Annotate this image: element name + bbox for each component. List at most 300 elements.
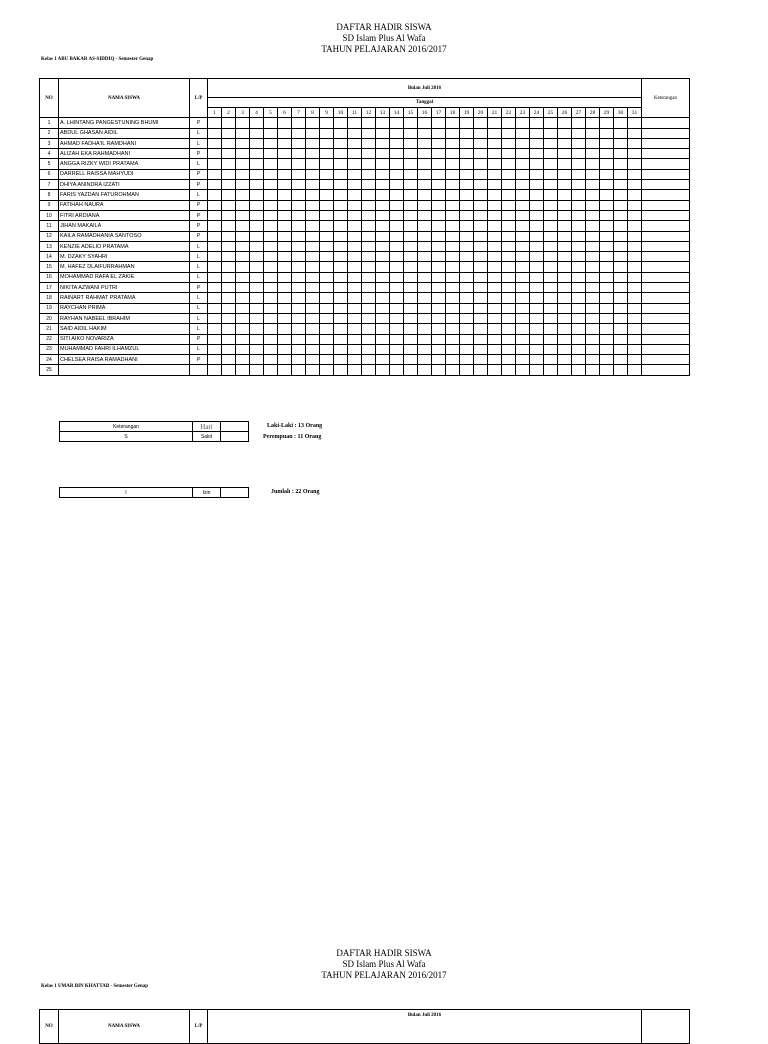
attendance-cell xyxy=(250,149,264,159)
attendance-cell xyxy=(334,241,348,251)
attendance-cell xyxy=(320,365,334,375)
attendance-cell xyxy=(320,118,334,128)
attendance-cell xyxy=(432,169,446,179)
attendance-cell xyxy=(502,252,516,262)
attendance-cell xyxy=(292,118,306,128)
attendance-cell xyxy=(488,334,502,344)
attendance-cell xyxy=(572,138,586,148)
attendance-cell xyxy=(586,303,600,313)
attendance-cell xyxy=(600,262,614,272)
attendance-cell xyxy=(404,303,418,313)
sakit-code: S xyxy=(60,432,193,442)
attendance-cell xyxy=(418,159,432,169)
attendance-cell xyxy=(600,313,614,323)
attendance-cell xyxy=(572,221,586,231)
attendance-cell xyxy=(222,149,236,159)
attendance-cell xyxy=(432,128,446,138)
attendance-cell xyxy=(404,231,418,241)
attendance-cell xyxy=(572,118,586,128)
attendance-cell xyxy=(208,200,222,210)
attendance-cell xyxy=(544,262,558,272)
attendance-cell xyxy=(250,355,264,365)
attendance-table xyxy=(39,78,690,376)
attendance-cell xyxy=(600,221,614,231)
attendance-cell xyxy=(614,118,628,128)
table-row xyxy=(40,159,690,169)
attendance-cell xyxy=(432,200,446,210)
attendance-cell xyxy=(432,210,446,220)
attendance-cell xyxy=(488,138,502,148)
attendance-cell xyxy=(446,283,460,293)
attendance-cell xyxy=(390,262,404,272)
attendance-cell xyxy=(306,128,320,138)
attendance-cell xyxy=(432,283,446,293)
attendance-cell xyxy=(418,128,432,138)
attendance-cell xyxy=(362,272,376,282)
attendance-cell xyxy=(530,128,544,138)
attendance-cell xyxy=(264,303,278,313)
attendance-cell xyxy=(222,190,236,200)
attendance-cell xyxy=(376,303,390,313)
student-gender: L xyxy=(190,313,208,323)
attendance-cell xyxy=(376,344,390,354)
day-header: 8 xyxy=(306,108,320,118)
attendance-cell xyxy=(558,190,572,200)
attendance-cell xyxy=(348,293,362,303)
attendance-cell xyxy=(236,293,250,303)
attendance-cell xyxy=(264,262,278,272)
attendance-cell xyxy=(376,252,390,262)
student-note xyxy=(642,313,690,323)
attendance-cell xyxy=(614,283,628,293)
attendance-cell xyxy=(362,252,376,262)
attendance-cell xyxy=(278,200,292,210)
student-note xyxy=(642,355,690,365)
attendance-cell xyxy=(460,128,474,138)
attendance-cell xyxy=(334,365,348,375)
attendance-cell xyxy=(390,272,404,282)
attendance-cell xyxy=(306,221,320,231)
attendance-cell xyxy=(516,180,530,190)
attendance-cell xyxy=(432,324,446,334)
attendance-cell xyxy=(530,169,544,179)
attendance-cell xyxy=(362,283,376,293)
attendance-cell xyxy=(278,128,292,138)
attendance-cell xyxy=(446,262,460,272)
attendance-cell xyxy=(628,272,642,282)
student-no: 19 xyxy=(40,303,59,313)
attendance-cell xyxy=(614,221,628,231)
attendance-cell xyxy=(544,180,558,190)
school-name-2: SD Islam Plus Al Wafa xyxy=(342,959,426,969)
attendance-cell xyxy=(544,355,558,365)
table-row xyxy=(40,231,690,241)
attendance-cell xyxy=(488,262,502,272)
attendance-cell xyxy=(572,355,586,365)
table-row xyxy=(40,272,690,282)
attendance-cell xyxy=(390,128,404,138)
attendance-cell xyxy=(502,231,516,241)
student-name: CHELSEA RAISA RAMADHANI xyxy=(59,355,190,365)
summary-table-sakit xyxy=(59,421,249,442)
attendance-cell xyxy=(516,262,530,272)
attendance-cell xyxy=(278,169,292,179)
attendance-cell xyxy=(418,118,432,128)
attendance-cell xyxy=(334,272,348,282)
attendance-cell xyxy=(208,210,222,220)
attendance-cell xyxy=(474,200,488,210)
attendance-cell xyxy=(278,241,292,251)
attendance-cell xyxy=(278,293,292,303)
attendance-cell xyxy=(488,303,502,313)
attendance-cell xyxy=(558,180,572,190)
attendance-cell xyxy=(306,334,320,344)
attendance-cell xyxy=(348,303,362,313)
attendance-cell xyxy=(292,128,306,138)
student-note xyxy=(642,365,690,375)
attendance-cell xyxy=(446,180,460,190)
attendance-cell xyxy=(250,231,264,241)
attendance-cell xyxy=(306,303,320,313)
attendance-cell xyxy=(460,149,474,159)
student-gender xyxy=(190,365,208,375)
attendance-cell xyxy=(222,293,236,303)
attendance-cell xyxy=(544,221,558,231)
attendance-cell xyxy=(390,159,404,169)
attendance-cell xyxy=(530,252,544,262)
attendance-cell xyxy=(348,344,362,354)
attendance-cell xyxy=(222,221,236,231)
attendance-cell xyxy=(432,262,446,272)
attendance-cell xyxy=(474,303,488,313)
attendance-cell xyxy=(544,303,558,313)
attendance-cell xyxy=(418,200,432,210)
summary-hari-header: Hari xyxy=(193,422,221,432)
attendance-cell xyxy=(264,283,278,293)
student-no: 21 xyxy=(40,324,59,334)
izin-code: I xyxy=(60,488,193,498)
attendance-cell xyxy=(222,344,236,354)
attendance-cell xyxy=(306,190,320,200)
attendance-cell xyxy=(362,313,376,323)
attendance-cell xyxy=(502,128,516,138)
date-label: Tanggal xyxy=(208,98,642,108)
attendance-cell xyxy=(334,231,348,241)
attendance-cell xyxy=(306,180,320,190)
student-name: M. DZAKY SYAHRI xyxy=(59,252,190,262)
table-row xyxy=(40,303,690,313)
student-note xyxy=(642,262,690,272)
day-header: 4 xyxy=(250,108,264,118)
attendance-cell xyxy=(404,344,418,354)
attendance-cell xyxy=(474,138,488,148)
attendance-cell xyxy=(264,334,278,344)
attendance-cell xyxy=(250,303,264,313)
attendance-cell xyxy=(264,241,278,251)
attendance-cell xyxy=(614,355,628,365)
attendance-cell xyxy=(446,169,460,179)
attendance-cell xyxy=(334,118,348,128)
attendance-cell xyxy=(320,262,334,272)
student-gender: L xyxy=(190,138,208,148)
attendance-cell xyxy=(264,159,278,169)
attendance-cell xyxy=(488,313,502,323)
attendance-cell xyxy=(446,355,460,365)
student-no: 8 xyxy=(40,190,59,200)
academic-year-2: TAHUN PELAJARAN 2016/2017 xyxy=(321,970,447,980)
attendance-cell xyxy=(628,365,642,375)
student-name: MUHAMMAD FAHRI ILHAMZUL xyxy=(59,344,190,354)
attendance-cell xyxy=(404,283,418,293)
attendance-cell xyxy=(558,303,572,313)
attendance-cell xyxy=(432,159,446,169)
day-header: 15 xyxy=(404,108,418,118)
attendance-cell xyxy=(446,293,460,303)
document-header-2 xyxy=(0,948,768,981)
attendance-cell xyxy=(586,324,600,334)
col-ket-header: Keterangan xyxy=(642,79,690,118)
attendance-cell xyxy=(544,241,558,251)
attendance-cell xyxy=(502,180,516,190)
sakit-value xyxy=(221,432,249,442)
attendance-cell xyxy=(320,221,334,231)
attendance-cell xyxy=(264,324,278,334)
document-title: DAFTAR HADIR SISWA xyxy=(336,22,432,32)
attendance-cell xyxy=(236,231,250,241)
attendance-cell xyxy=(236,169,250,179)
attendance-cell xyxy=(250,128,264,138)
attendance-cell xyxy=(628,252,642,262)
attendance-cell xyxy=(222,180,236,190)
attendance-cell xyxy=(516,169,530,179)
attendance-cell xyxy=(600,149,614,159)
attendance-cell xyxy=(530,324,544,334)
attendance-cell xyxy=(236,128,250,138)
attendance-cell xyxy=(404,138,418,148)
attendance-cell xyxy=(404,262,418,272)
attendance-cell xyxy=(558,293,572,303)
attendance-cell xyxy=(586,190,600,200)
attendance-cell xyxy=(502,365,516,375)
attendance-cell xyxy=(362,344,376,354)
attendance-cell xyxy=(614,313,628,323)
attendance-cell xyxy=(292,355,306,365)
attendance-cell xyxy=(404,241,418,251)
attendance-cell xyxy=(558,355,572,365)
student-gender: L xyxy=(190,241,208,251)
attendance-cell xyxy=(362,118,376,128)
student-note xyxy=(642,138,690,148)
attendance-cell xyxy=(474,169,488,179)
attendance-cell xyxy=(362,324,376,334)
attendance-cell xyxy=(376,159,390,169)
attendance-cell xyxy=(292,272,306,282)
attendance-cell xyxy=(502,190,516,200)
day-header: 7 xyxy=(292,108,306,118)
attendance-cell xyxy=(530,221,544,231)
attendance-cell xyxy=(432,241,446,251)
attendance-cell xyxy=(544,252,558,262)
attendance-cell xyxy=(334,334,348,344)
attendance-cell xyxy=(488,283,502,293)
attendance-cell xyxy=(530,241,544,251)
student-no: 10 xyxy=(40,210,59,220)
attendance-cell xyxy=(404,324,418,334)
attendance-cell xyxy=(628,138,642,148)
attendance-cell xyxy=(376,128,390,138)
attendance-cell xyxy=(502,138,516,148)
attendance-cell xyxy=(460,159,474,169)
attendance-cell xyxy=(474,324,488,334)
attendance-cell xyxy=(264,221,278,231)
attendance-cell xyxy=(488,293,502,303)
attendance-cell xyxy=(628,334,642,344)
attendance-cell xyxy=(236,365,250,375)
attendance-cell xyxy=(348,159,362,169)
attendance-cell xyxy=(516,138,530,148)
attendance-cell xyxy=(586,283,600,293)
attendance-cell xyxy=(446,118,460,128)
table-row xyxy=(40,262,690,272)
attendance-cell xyxy=(586,241,600,251)
attendance-cell xyxy=(278,262,292,272)
attendance-cell xyxy=(516,272,530,282)
attendance-cell xyxy=(558,334,572,344)
attendance-cell xyxy=(460,355,474,365)
attendance-cell xyxy=(572,241,586,251)
attendance-cell xyxy=(628,344,642,354)
attendance-cell xyxy=(460,241,474,251)
attendance-cell xyxy=(348,334,362,344)
table-row xyxy=(40,355,690,365)
attendance-cell xyxy=(390,365,404,375)
attendance-cell xyxy=(502,355,516,365)
attendance-cell xyxy=(572,324,586,334)
attendance-cell xyxy=(432,138,446,148)
attendance-cell xyxy=(404,180,418,190)
attendance-cell xyxy=(488,180,502,190)
attendance-cell xyxy=(544,169,558,179)
attendance-cell xyxy=(348,149,362,159)
attendance-cell xyxy=(460,262,474,272)
attendance-cell xyxy=(250,210,264,220)
attendance-cell xyxy=(376,200,390,210)
table-row xyxy=(40,190,690,200)
attendance-cell xyxy=(208,138,222,148)
attendance-cell xyxy=(474,118,488,128)
attendance-cell xyxy=(544,334,558,344)
student-note xyxy=(642,324,690,334)
attendance-cell xyxy=(600,118,614,128)
attendance-cell xyxy=(600,283,614,293)
attendance-cell xyxy=(600,231,614,241)
attendance-cell xyxy=(292,210,306,220)
attendance-cell xyxy=(474,283,488,293)
student-name: SITI AIKO NOVARIZA xyxy=(59,334,190,344)
attendance-cell xyxy=(404,272,418,282)
attendance-cell xyxy=(614,334,628,344)
attendance-cell xyxy=(348,138,362,148)
day-header: 9 xyxy=(320,108,334,118)
attendance-cell xyxy=(278,180,292,190)
attendance-cell xyxy=(530,180,544,190)
attendance-cell xyxy=(208,303,222,313)
attendance-cell xyxy=(376,210,390,220)
attendance-cell xyxy=(222,272,236,282)
attendance-cell xyxy=(418,262,432,272)
attendance-cell xyxy=(460,118,474,128)
attendance-cell xyxy=(334,200,348,210)
attendance-cell xyxy=(278,231,292,241)
attendance-cell xyxy=(320,355,334,365)
day-header: 10 xyxy=(334,108,348,118)
summary-ket-header: Keterangan xyxy=(60,422,193,432)
attendance-cell xyxy=(292,221,306,231)
attendance-cell xyxy=(404,210,418,220)
attendance-cell xyxy=(544,293,558,303)
attendance-cell xyxy=(460,169,474,179)
day-header: 19 xyxy=(460,108,474,118)
attendance-cell xyxy=(446,149,460,159)
attendance-cell xyxy=(306,231,320,241)
attendance-cell xyxy=(418,210,432,220)
attendance-cell xyxy=(348,190,362,200)
attendance-cell xyxy=(236,324,250,334)
attendance-cell xyxy=(502,283,516,293)
attendance-cell xyxy=(362,128,376,138)
attendance-cell xyxy=(362,169,376,179)
day-header: 13 xyxy=(376,108,390,118)
attendance-cell xyxy=(348,210,362,220)
day-header: 18 xyxy=(446,108,460,118)
attendance-cell xyxy=(628,190,642,200)
attendance-cell xyxy=(250,334,264,344)
attendance-cell xyxy=(320,313,334,323)
attendance-cell xyxy=(250,293,264,303)
attendance-cell xyxy=(614,344,628,354)
attendance-cell xyxy=(348,200,362,210)
attendance-cell xyxy=(362,190,376,200)
attendance-cell xyxy=(586,334,600,344)
attendance-cell xyxy=(292,283,306,293)
attendance-cell xyxy=(544,210,558,220)
attendance-cell xyxy=(516,334,530,344)
attendance-cell xyxy=(334,128,348,138)
attendance-cell xyxy=(516,355,530,365)
attendance-cell xyxy=(586,355,600,365)
attendance-cell xyxy=(376,313,390,323)
attendance-cell xyxy=(516,324,530,334)
attendance-cell xyxy=(530,293,544,303)
attendance-cell xyxy=(320,210,334,220)
attendance-cell xyxy=(600,344,614,354)
attendance-cell xyxy=(600,128,614,138)
attendance-cell xyxy=(530,200,544,210)
student-no: 23 xyxy=(40,344,59,354)
student-note xyxy=(642,190,690,200)
attendance-cell xyxy=(278,303,292,313)
attendance-cell xyxy=(488,169,502,179)
attendance-cell xyxy=(432,231,446,241)
student-no: 9 xyxy=(40,200,59,210)
attendance-cell xyxy=(278,365,292,375)
attendance-cell xyxy=(418,324,432,334)
student-gender: P xyxy=(190,169,208,179)
attendance-cell xyxy=(222,231,236,241)
attendance-cell xyxy=(516,293,530,303)
day-header: 31 xyxy=(628,108,642,118)
student-name: RAYHAN NABEEL IBRAHIM xyxy=(59,313,190,323)
